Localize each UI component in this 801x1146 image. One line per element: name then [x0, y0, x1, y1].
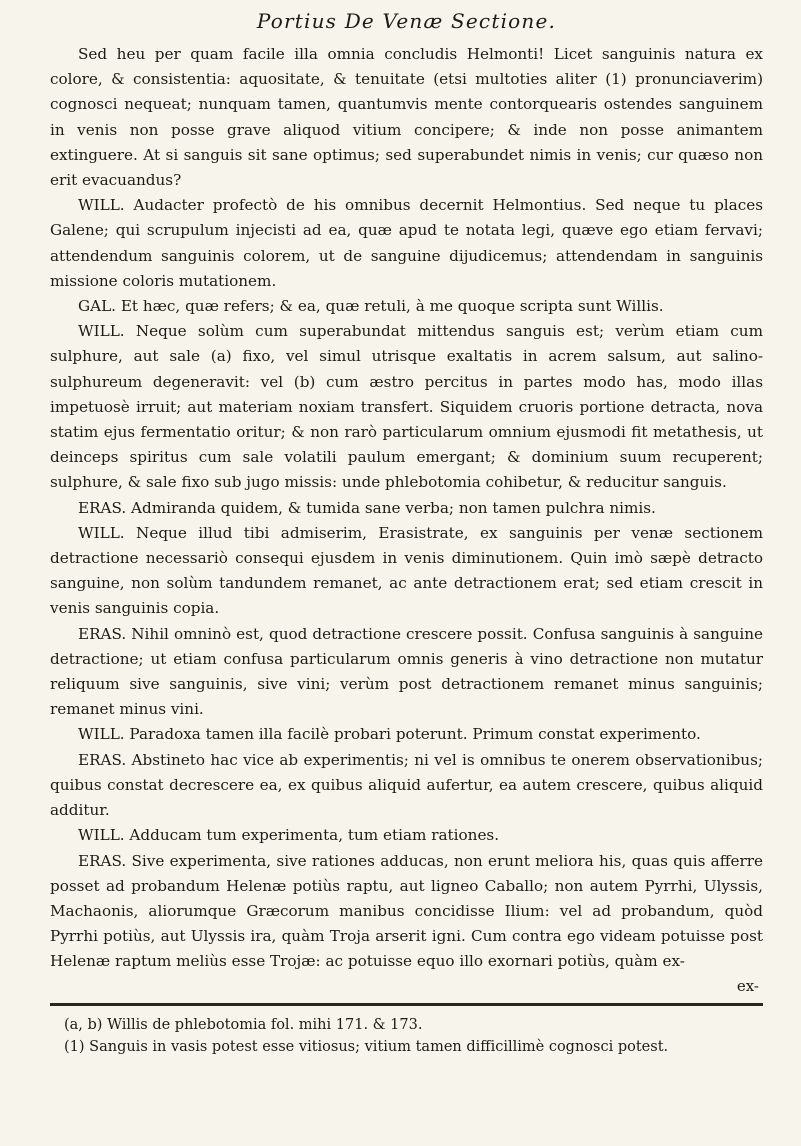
paragraph: ERAS. Abstineto hac vice ab experimentis; ni vel is omnibus te onerem observationibus; quibus constat decrescere ea, ex quibus aliquid aufertur, ea autem crescere, quibus aliquid additur.	[50, 750, 763, 820]
body-text	[50, 42, 763, 975]
paragraph: WILL. Neque illud tibi admiserim, Erasistrate, ex sanguinis per venæ sectionem detractione necessariò consequi ejusdem in venis diminutionem. Quin imò sæpè detracto sanguine, non solùm tandundem remanet, ac ante detractionem erat; sed etiam crescit in venis sanguinis copia.	[50, 523, 763, 618]
paragraph: GAL. Et hæc, quæ refers; & ea, quæ retuli, à me quoque scripta sunt Willis.	[78, 297, 664, 316]
paragraph: ERAS. Admiranda quidem, & tumida sane verba; non tamen pulchra nimis.	[78, 498, 656, 517]
catchword: ex-	[736, 976, 759, 995]
paragraph: Sed heu per quam facile illa omnia concludis Helmonti! Licet sanguinis natura ex colore, & consistentia: aquositate, & tenuitate (etsi multoties aliter (1) pronunciaverim) cognosci nequeat; nunquam tamen, quantumvis mente contorquearis ostendes sanguinem in venis non posse grave aliquod vitium concipere; & inde non posse animantem extinguere. At si sanguis sit sane optimus; sed superabundet nimis in venis; cur quæso non erit evacuandus?	[50, 45, 763, 190]
running-head: Portius De Venæ Sectione.	[256, 9, 557, 33]
paragraph: WILL. Paradoxa tamen illa facilè probari poterunt. Primum constat experimento.	[78, 725, 701, 744]
footnotes	[50, 1014, 763, 1058]
footnote-rule	[50, 1003, 763, 1006]
paragraph: WILL. Adducam tum experimenta, tum etiam rationes.	[78, 826, 500, 845]
footnote: (a, b) Willis de phlebotomia fol. mihi 171. & 173.	[64, 1016, 423, 1033]
paragraph: WILL. Audacter profectò de his omnibus decernit Helmontius. Sed neque tu places Galene; qui scrupulum injecisti ad ea, quæ apud te notata legi, quæve ego etiam fervavi; attendendum sanguinis colorem, ut de sanguine dijudicemus; attendendam in sanguinis missione coloris mutationem.	[50, 196, 763, 290]
paragraph: ERAS. Nihil omninò est, quod detractione crescere possit. Confusa sanguinis à sanguine detractione; ut etiam confusa particularum omnis generis à vino detractione non mutatur reliquum sive sanguinis, sive vini; verùm post detractionem remanet minus sanguinis; remanet minus vini.	[50, 624, 763, 719]
paragraph: WILL. Neque solùm cum superabundat mittendus sanguis est; verùm etiam cum sulphure, aut sale (a) fixo, vel simul utrisque exaltatis in acrem salsum, aut salino-sulphureum degeneravit: vel (b) cum æstro percitus in partes modo has, modo illas impetuosè irruit; aut materiam noxiam transfert. Siquidem cruoris portione detracta, nova statim ejus fermentatio oritur; & non rarò particularum omnium ejusmodi fit metathesis, ut deinceps spiritus cum sale volatili paulum emergant; & dominium suum recuperent; sulphure, & sale fixo sub jugo missis: unde phlebotomia cohibetur, & reducitur sanguis.	[50, 322, 763, 492]
paragraph: ERAS. Sive experimenta, sive rationes adducas, non erunt meliora his, quas quis afferre posset ad probandum Helenæ potiùs raptu, aut ligneo Caballo; non autem Pyrrhi, Ulyssis, Machaonis, aliorumque Græcorum manibus concidisse Ilium: vel ad probandum, quòd Pyrrhi potiùs, aut Ulyssis ira, quàm Troja arserit igni. Cum contra ego videam potuisse post Helenæ raptum meliùs esse Trojæ: ac potuisse equo illo exornari potiùs, quàm ex-	[50, 851, 763, 971]
footnote: (1) Sanguis in vasis potest esse vitiosus; vitium tamen difficillimè cognosci potest.	[64, 1038, 669, 1055]
